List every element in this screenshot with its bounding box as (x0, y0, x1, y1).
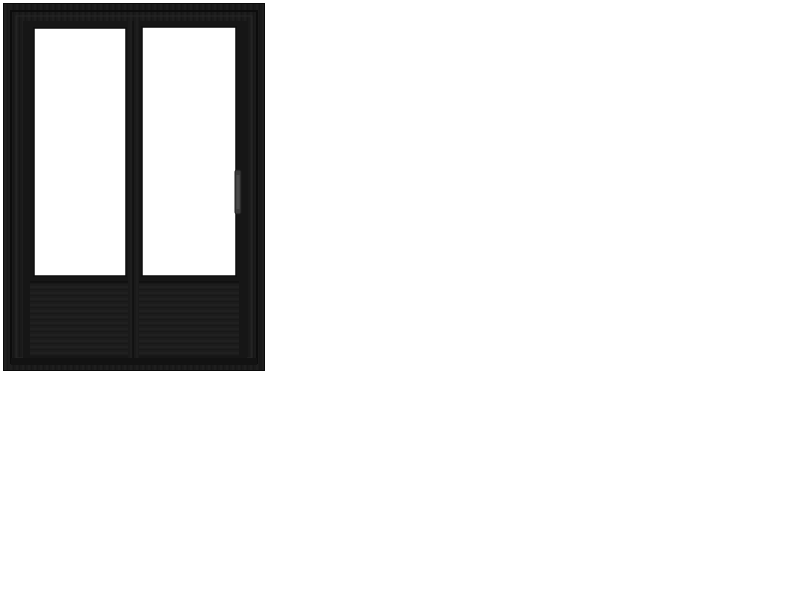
door-handle-grip (237, 175, 240, 209)
bottom-sill (11, 358, 257, 365)
right-glass-pane (142, 27, 236, 276)
left-bottom-panel (30, 282, 128, 356)
left-glass-pane (34, 28, 126, 276)
right-bottom-panel (139, 282, 239, 356)
patio-door-image (3, 3, 265, 371)
